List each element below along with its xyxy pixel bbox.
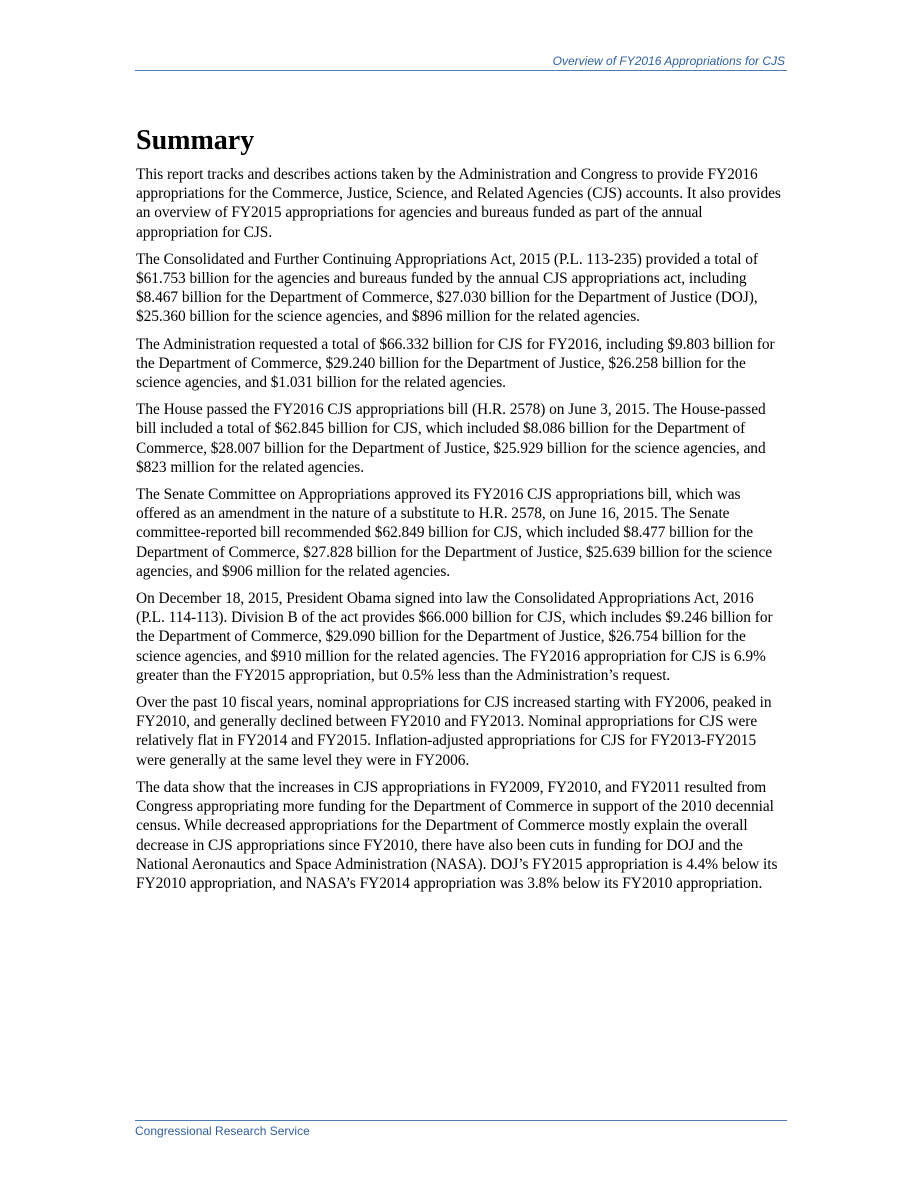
paragraph-administration-request: The Administration requested a total of $66.332 billion for CJS for FY2016, including $9.803 billion for the Department of Commerce, $29.240 billion for the Department of Justice, $26.258 billion for the science agencies, and $1.031 billion for the related agencies. [136, 335, 775, 392]
paragraph-intro: This report tracks and describes actions taken by the Administration and Congress to provide FY2016 appropriations for the Commerce, Justice, Science, and Related Agencies (CJS) accounts. It also provides an overview of FY2015 appropriations for agencies and bureaus funded as part of the annual appropriation for CJS. [136, 166, 781, 241]
paragraph-enacted-law: On December 18, 2015, President Obama signed into law the Consolidated Appropriations Act, 2016 (P.L. 114-113). Division B of the act provides $66.000 billion for CJS, which includes $9.246 billion for the Department of Commerce, $29.090 billion for the Department of Justice, $26.754 billion for the science agencies, and $910 million for the related agencies. The FY2016 appropriation for CJS is 6.9% greater than the FY2015 appropriation, but 0.5% less than the Administration’s request. [136, 590, 773, 684]
running-title: Overview of FY2016 Appropriations for CJS [552, 54, 785, 68]
page-header [135, 53, 787, 71]
paragraph-fy2015-act: The Consolidated and Further Continuing Appropriations Act, 2015 (P.L. 113-235) provided a total of $61.753 billion for the agencies and bureaus funded by the annual CJS appropriations act, including $8.467 billion for the Department of Commerce, $27.030 billion for the Department of Justice (DOJ), $25.360 billion for the science agencies, and $896 million for the related agencies. [136, 250, 758, 326]
footer-organization: Congressional Research Service [135, 1124, 310, 1138]
page-footer [135, 1120, 787, 1138]
paragraph-senate-bill: The Senate Committee on Appropriations approved its FY2016 CJS appropriations bill, which was offered as an amendment in the nature of a substitute to H.R. 2578, on June 16, 2015. The Senate committee-reported bill recommended $62.849 billion for CJS, which included $8.477 billion for the Department of Commerce, $27.828 billion for the Department of Justice, $25.639 billion for the science agencies, and $906 million for the related agencies. [136, 486, 773, 580]
paragraph-ten-year-trend: Over the past 10 fiscal years, nominal appropriations for CJS increased starting with FY2006, peaked in FY2010, and generally declined between FY2010 and FY2013. Nominal appropriations for CJS were relatively flat in FY2014 and FY2015. Inflation-adjusted appropriations for CJS for FY2013-FY2015 were generally at the same level they were in FY2006. [136, 694, 772, 769]
summary-section [136, 122, 786, 901]
paragraph-data-analysis: The data show that the increases in CJS appropriations in FY2009, FY2010, and FY2011 resulted from Congress appropriating more funding for the Department of Commerce in support of the 2010 decennial census. While decreased appropriations for the Department of Commerce mostly explain the overall decrease in CJS appropriations since FY2010, there have also been cuts in funding for DOJ and the National Aeronautics and Space Administration (NASA). DOJ’s FY2015 appropriation is 4.4% below its FY2010 appropriation, and NASA’s FY2014 appropriation was 3.8% below its FY2010 appropriation. [136, 778, 778, 892]
section-heading: Summary [136, 125, 255, 156]
paragraph-house-bill: The House passed the FY2016 CJS appropriations bill (H.R. 2578) on June 3, 2015. The House-passed bill included a total of $62.845 billion for CJS, which included $8.086 billion for the Department of Commerce, $28.007 billion for the Department of Justice, $25.929 billion for the science agencies, and $823 million for the related agencies. [136, 401, 766, 476]
